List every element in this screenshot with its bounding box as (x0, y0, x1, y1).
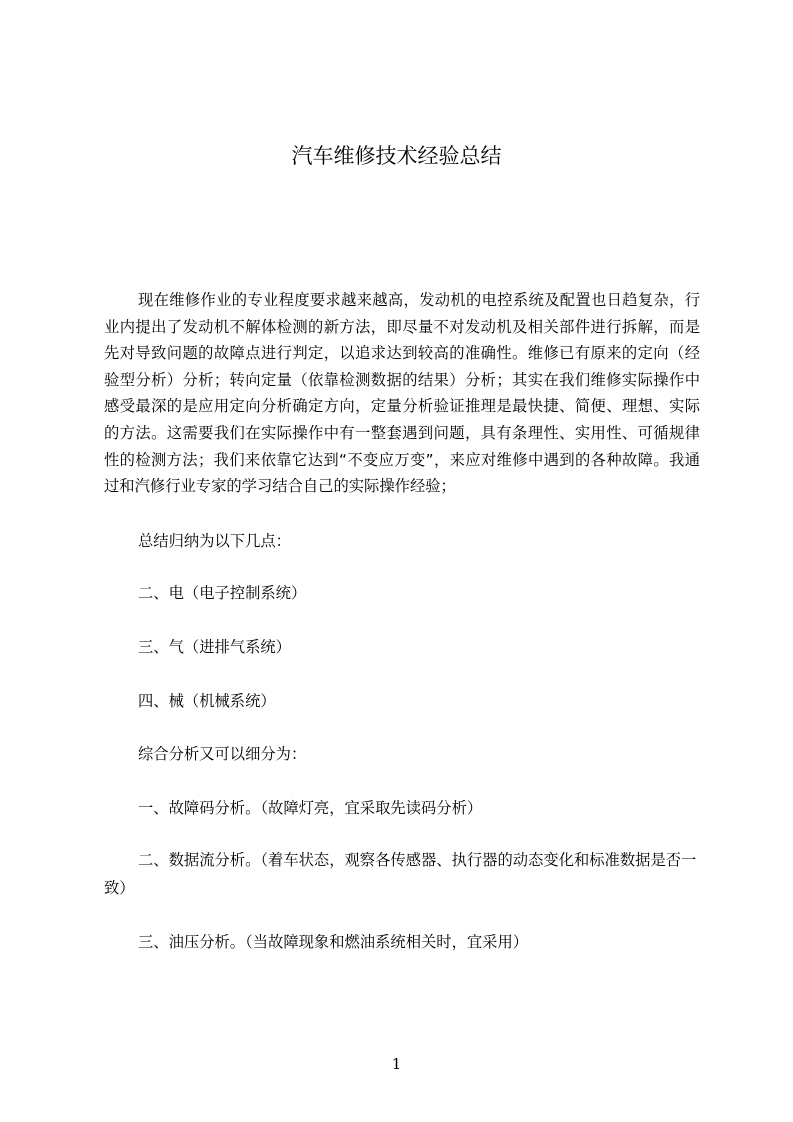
analysis-fault-code: 一、故障码分析。（故障灯亮，宜采取先读码分析） (138, 799, 483, 817)
analysis-heading: 综合分析又可以细分为： (138, 745, 307, 763)
point-mechanical: 四、械（机械系统） (138, 692, 276, 710)
summary-heading: 总结归纳为以下几点： (138, 532, 291, 550)
document-title: 汽车维修技术经验总结 (291, 144, 502, 168)
intro-paragraph: 现在维修作业的专业程度要求越来越高，发动机的电控系统及配置也日趋复杂，行业内提出了发动机不解体检测的新方法，即尽量不对发动机及相关部件进行拆解，而是先对导致问题的故障点进行判定，以追求达到较高的准确性。维修已有原来的定向（经验型分析）分析；转向定量（依靠检测数据的结果）分析；其实在我们维修实际操作中感受最深的是应用定向分析确定方向，定量分析验证推理是最快捷、简便、理想、实际的方法。这需要我们在实际操作中有一整套遇到问题，具有条理性、实用性、可循规律性的检测方法；我们来依靠它达到“不变应万变”，来应对维修中遇到的各种故障。我通过和汽修行业专家的学习结合自己的实际操作经验； (104, 291, 700, 496)
point-air: 三、气（进排气系统） (138, 638, 291, 656)
analysis-oil-pressure: 三、油压分析。（当故障现象和燃油系统相关时，宜采用） (138, 933, 529, 951)
analysis-data-stream: 二、数据流分析。（着车状态，观察各传感器、执行器的动态变化和标准数据是否一致） (104, 851, 697, 897)
point-electrical: 二、电（电子控制系统） (138, 584, 307, 602)
page-number: 1 (391, 1055, 402, 1073)
